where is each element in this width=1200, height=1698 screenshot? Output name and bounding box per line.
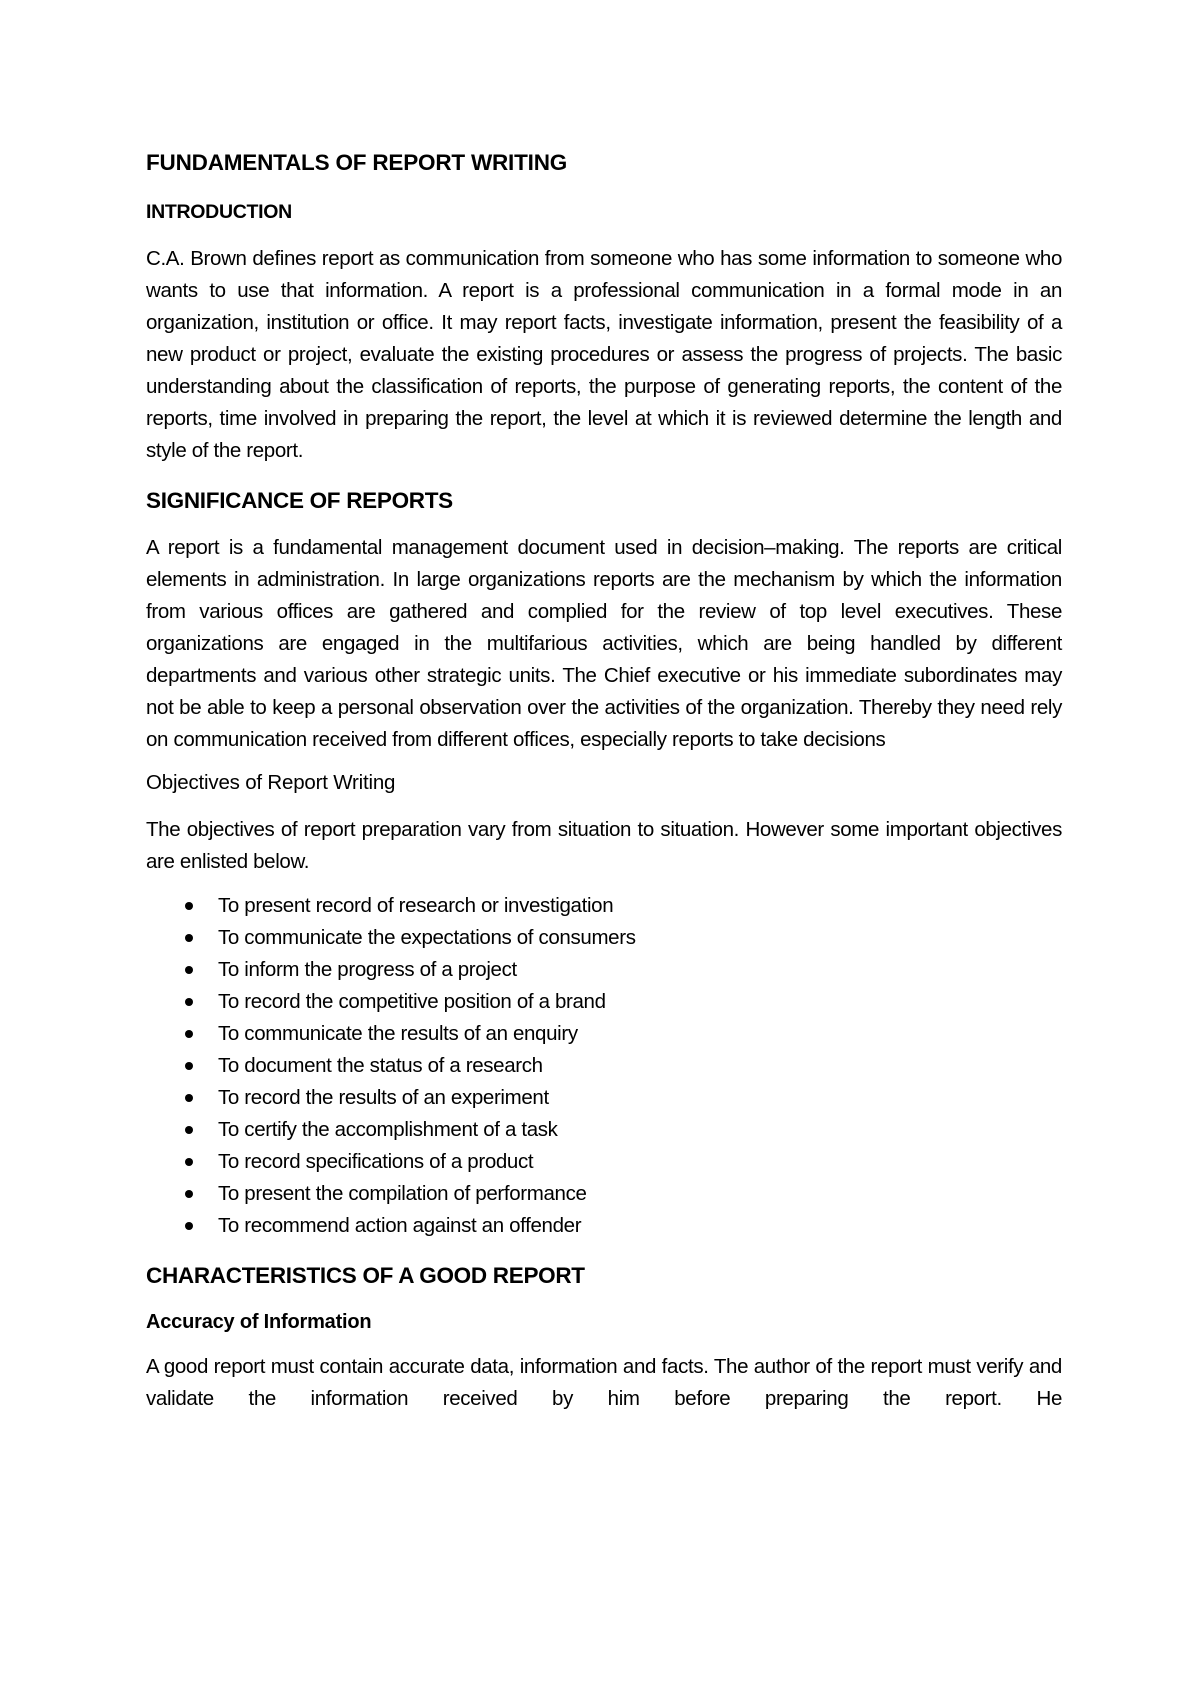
list-item: To communicate the results of an enquiry bbox=[146, 1018, 1062, 1050]
characteristics-heading: CHARACTERISTICS OF A GOOD REPORT bbox=[146, 1263, 585, 1288]
list-item: To record the competitive position of a brand bbox=[146, 986, 1062, 1018]
significance-heading: SIGNIFICANCE OF REPORTS bbox=[146, 488, 453, 513]
bullet-icon bbox=[185, 1190, 193, 1198]
bullet-icon bbox=[185, 966, 193, 974]
list-item: To recommend action against an offender bbox=[146, 1210, 1062, 1242]
accuracy-heading: Accuracy of Information bbox=[146, 1311, 372, 1333]
bullet-icon bbox=[185, 1030, 193, 1038]
accuracy-paragraph: A good report must contain accurate data, information and facts. The author of the report must verify and validate the information received by him before preparing the report. He bbox=[146, 1355, 1062, 1410]
introduction-heading: INTRODUCTION bbox=[146, 201, 292, 223]
bullet-icon bbox=[185, 1158, 193, 1166]
objectives-heading: Objectives of Report Writing bbox=[146, 771, 396, 794]
bullet-icon bbox=[185, 1126, 193, 1134]
objectives-list bbox=[146, 890, 1062, 1242]
list-item: To record the results of an experiment bbox=[146, 1082, 1062, 1114]
list-item: To document the status of a research bbox=[146, 1050, 1062, 1082]
list-item: To certify the accomplishment of a task bbox=[146, 1114, 1062, 1146]
bullet-icon bbox=[185, 998, 193, 1006]
list-item: To communicate the expectations of consumers bbox=[146, 922, 1062, 954]
bullet-icon bbox=[185, 934, 193, 942]
list-item: To present record of research or investigation bbox=[146, 890, 1062, 922]
list-item: To present the compilation of performance bbox=[146, 1178, 1062, 1210]
list-item: To record specifications of a product bbox=[146, 1146, 1062, 1178]
document-title: FUNDAMENTALS OF REPORT WRITING bbox=[146, 150, 568, 175]
objectives-paragraph: The objectives of report preparation vary from situation to situation. However some important objectives are enlisted below. bbox=[146, 818, 1062, 873]
bullet-icon bbox=[185, 1062, 193, 1070]
bullet-icon bbox=[185, 1094, 193, 1102]
document-page bbox=[146, 146, 1062, 1432]
bullet-icon bbox=[185, 1222, 193, 1230]
significance-paragraph: A report is a fundamental management document used in decision–making. The reports are critical elements in administration. In large organizations reports are the mechanism by which the information from various offices are gathered and complied for the review of top level executives. These organizations are engaged in the multifarious activities, which are being handled by different departments and various other strategic units. The Chief executive or his immediate subordinates may not be able to keep a personal observation over the activities of the organization. Thereby they need rely on communication received from different offices, especially reports to take decisions bbox=[146, 536, 1062, 751]
list-item: To inform the progress of a project bbox=[146, 954, 1062, 986]
bullet-icon bbox=[185, 902, 193, 910]
introduction-paragraph: C.A. Brown defines report as communication from someone who has some information to someone who wants to use that information. A report is a professional communication in a formal mode in an organization, institution or office. It may report facts, investigate information, present the feasibility of a new product or project, evaluate the existing procedures or assess the progress of projects. The basic understanding about the classification of reports, the purpose of generating reports, the content of the reports, time involved in preparing the report, the level at which it is reviewed determine the length and style of the report. bbox=[146, 247, 1062, 462]
